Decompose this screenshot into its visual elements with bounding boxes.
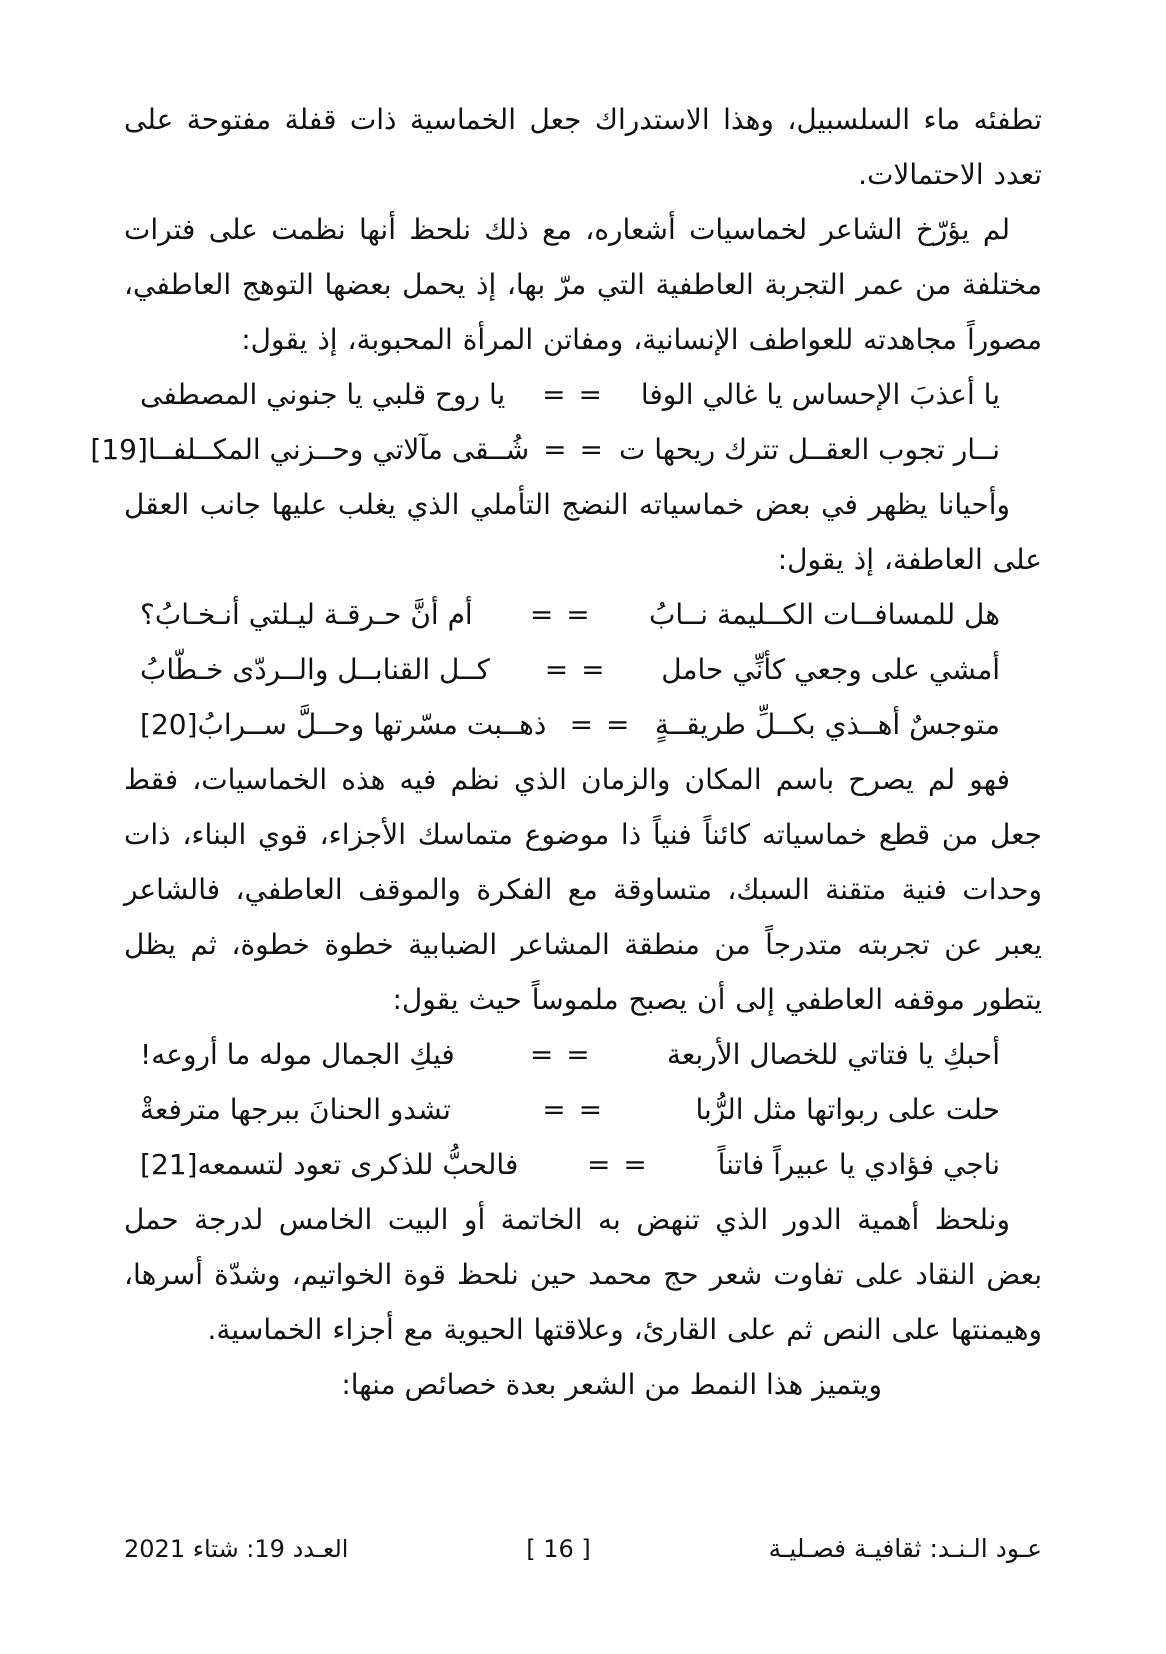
hemistich-left: فيكِ الجمال موله ما أروعه! xyxy=(140,1038,455,1071)
hemistich-left: يا روح قلبي يا جنوني المصطفى xyxy=(140,378,506,411)
verse-line xyxy=(124,1082,1042,1137)
hemistich-right: نــار تجوب العقــل تترك ريحها ت xyxy=(619,433,1000,466)
paragraph: ونلحظ أهمية الدور الذي تنهض به الخاتمة أو البيت الخامس لدرجة حمل بعض النقاد على تفاوت شعر حج محمد حين نلحظ قوة الخواتيم، وشدّة أسرها، وهيمنتها على النص ثم على القارئ، وعلاقتها الحيوية مع أجزاء الخماسية. xyxy=(124,1203,1042,1346)
paragraph: تطفئه ماء السلسبيل، وهذا الاستدراك جعل الخماسية ذات قفلة مفتوحة على تعدد الاحتمالات. xyxy=(124,103,1042,191)
poetry-quote xyxy=(124,587,1042,752)
hemistich-right: أمشي على وجعي كأنِّي حامل xyxy=(661,653,1000,686)
verse-line xyxy=(124,367,1042,422)
paragraph: ويتميز هذا النمط من الشعر بعدة خصائص منها: xyxy=(341,1368,882,1401)
hemistich-right: يا أعذبَ الإحساس يا غالي الوفا xyxy=(640,378,1000,411)
verse-line xyxy=(124,587,1042,642)
caesura-separator: = = xyxy=(544,653,607,686)
verse-line xyxy=(124,697,1042,752)
article-body xyxy=(90,92,1042,1412)
hemistich-right: متوجسٌ أهــذي بكــلِّ طريقــةٍ xyxy=(654,708,1000,741)
caesura-separator: = = xyxy=(542,1093,605,1126)
hemistich-right: ناجي فؤادي يا عبيراً فاتناً xyxy=(717,1148,1000,1181)
caesura-separator: = = xyxy=(529,598,592,631)
caesura-separator: = = xyxy=(529,1038,592,1071)
hemistich-left: تشدو الحنانَ ببرجها مترفعةْ xyxy=(140,1093,451,1126)
verse-line xyxy=(124,642,1042,697)
hemistich-left: شُــقى مآلاتي وحــزني المكــلفــا[19] xyxy=(90,433,530,466)
verse-line xyxy=(90,422,1042,477)
hemistich-right: هل للمسافــات الكــليمة نــابُ xyxy=(648,598,1000,631)
hemistich-left: أم أنَّ حـرقـة ليـلتي أنـخـابُ؟ xyxy=(140,598,473,631)
footer-journal-title: عـود الـنـد: ثقافيـة فصـليـة xyxy=(768,1534,1042,1563)
hemistich-left: كــل القنابــل والــردّى خـطّابُ xyxy=(140,653,490,686)
verse-line xyxy=(124,1137,1042,1192)
verse-line xyxy=(124,1027,1042,1082)
poetry-quote xyxy=(90,367,1042,477)
footer-issue-info: العـدد 19: شتاء 2021 xyxy=(124,1535,349,1563)
hemistich-left: فالحبُّ للذكرى تعود لتسمعه[21] xyxy=(140,1148,519,1181)
hemistich-right: أحبكِ يا فتاتي للخصال الأربعة xyxy=(666,1038,1000,1071)
footer-page-number: [ 16 ] xyxy=(526,1535,591,1563)
caesura-separator: = = xyxy=(587,1148,649,1181)
caesura-separator: = = xyxy=(543,433,605,466)
caesura-separator: = = xyxy=(542,378,604,411)
paragraph: وأحيانا يظهر في بعض خماسياته النضج التأملي الذي يغلب عليها جانب العقل على العاطفة، إذ يقول: xyxy=(124,488,1042,576)
paragraph: فهو لم يصرح باسم المكان والزمان الذي نظم فيه هذه الخماسيات، فقط جعل من قطع خماسياته كائناً فنياً ذا موضوع متماسك الأجزاء، قوي البناء، ذات وحدات فنية متقنة السبك، متساوقة مع الفكرة والموقف العاطفي، فالشاعر يعبر عن تجربته متدرجاً من منطقة المشاعر الضبابية خطوة خطوة، ثم يظل يتطور موقفه العاطفي إلى أن يصبح ملموساً حيث يقول: xyxy=(124,763,1042,1016)
caesura-separator: = = xyxy=(569,708,632,741)
page-footer xyxy=(124,1532,1042,1566)
paragraph: لم يؤرّخ الشاعر لخماسيات أشعاره، مع ذلك نلحظ أنها نظمت على فترات مختلفة من عمر التجربة العاطفية التي مرّ بها، إذ يحمل بعضها التوهج العاطفي، مصوراً مجاهدته للعواطف الإنسانية، ومفاتن المرأة المحبوبة، إذ يقول: xyxy=(124,213,1042,356)
poetry-quote xyxy=(124,1027,1042,1192)
hemistich-right: حلت على ربواتها مثل الرُّبا xyxy=(695,1093,1000,1126)
hemistich-left: ذهــبت مسّرتها وحــلَّ ســرابُ[20] xyxy=(140,708,547,741)
